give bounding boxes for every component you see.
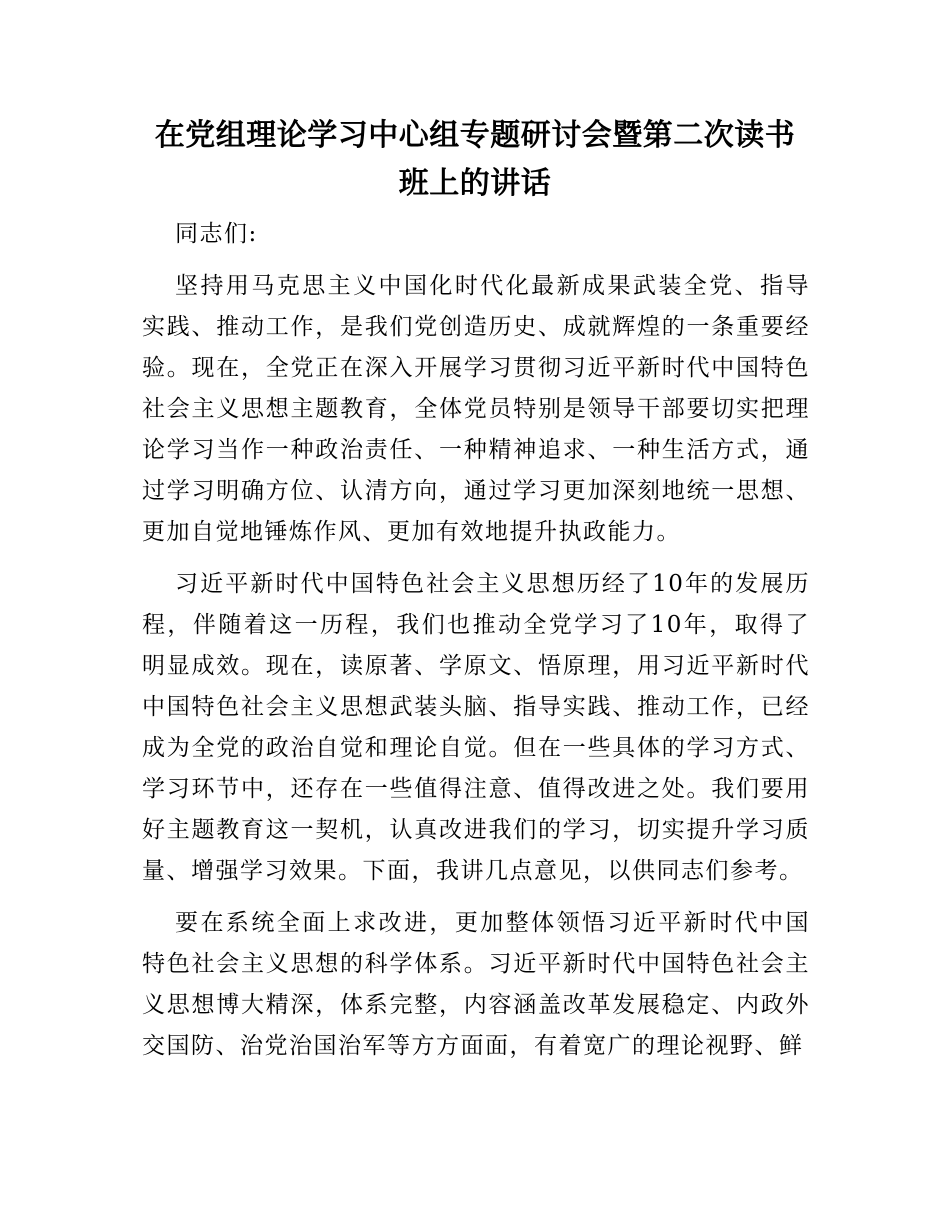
salutation: 同志们: [175,221,258,247]
document-title: 在党组理论学习中心组专题研讨会暨第二次读书班上的讲话 [154,118,796,201]
paragraph-1: 坚持用马克思主义中国化时代化最新成果武装全党、指导实践、推动工作，是我们党创造历史、成就辉煌的一条重要经验。现在，全党正在深入开展学习贯彻习近平新时代中国特色社会主义思想主题教育，全体党员特别是领导干部要切实把理论学习当作一种政治责任、一种精神追求、一种生活方式，通过学习明确方位、认清方向，通过学习更加深刻地统一思想、更加自觉地锤炼作风、更加有效地提升执政能力。 [142,273,810,545]
paragraph-3: 要在系统全面上求改进，更加整体领悟习近平新时代中国特色社会主义思想的科学体系。习近平新时代中国特色社会主义思想博大精深，体系完整，内容涵盖改革发展稳定、内政外交国防、治党治国治军等方方面面，有着宽广的理论视野、鲜 [142,910,810,1059]
paragraph-2: 习近平新时代中国特色社会主义思想历经了10年的发展历程，伴随着这一历程，我们也推动全党学习了10年，取得了明显成效。现在，读原著、学原文、悟原理，用习近平新时代中国特色社会主义思想武装头脑、指导实践、推动工作，已经成为全党的政治自觉和理论自觉。但在一些具体的学习方式、学习环节中，还存在一些值得注意、值得改进之处。我们要用好主题教育这一契机，认真改进我们的学习，切实提升学习质量、增强学习效果。下面，我讲几点意见，以供同志们参考。 [142,571,810,884]
document-body [142,214,810,1078]
